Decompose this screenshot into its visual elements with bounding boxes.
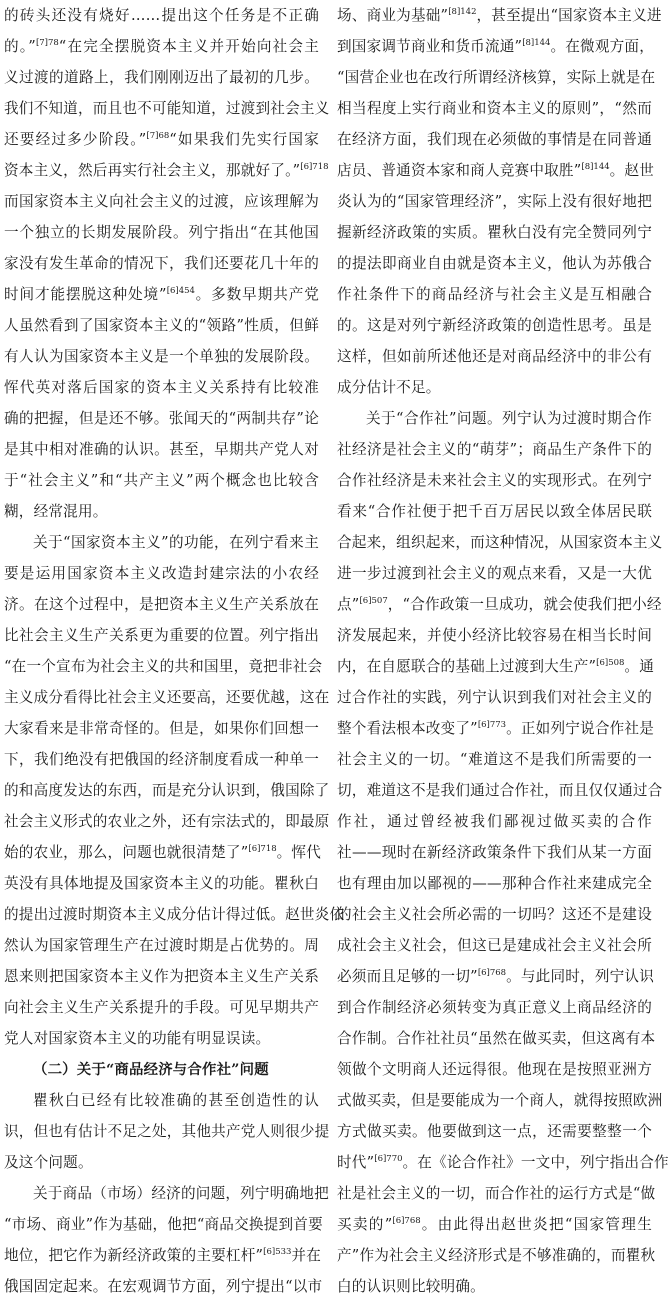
right-column-line <box>337 589 662 620</box>
text-run: 济。在这个过程中，是把资本主义生产关系放在 <box>4 596 319 613</box>
text-run: 俄国固定起来。在宏观调节方面，列宁提出“以市 <box>4 1278 323 1295</box>
left-column-line <box>4 1147 319 1178</box>
left-column-line <box>4 961 319 992</box>
text-run: 瞿秋白已经有比较准确的甚至创造性的认 <box>33 1092 319 1109</box>
right-column-line <box>337 992 652 1023</box>
right-column-line <box>337 775 663 806</box>
text-run: 切，难道这不是我们通过合作社，而且仅仅通过合 <box>337 782 663 799</box>
left-column-line <box>4 1023 319 1054</box>
left-column-line <box>4 186 319 217</box>
right-column-line <box>337 558 652 589</box>
right-column-line <box>337 651 655 682</box>
text-run: 地位，把它作为新经济政策的主要杠杆” <box>4 1247 264 1264</box>
text-run: “国营企业也在改行所谓经济核算，实际上就是在 <box>337 69 656 86</box>
text-run: 有人认为国家资本主义是一个单独的发展阶段。 <box>4 348 319 365</box>
text-run: 。赵世 <box>609 162 655 179</box>
text-run: ，“合作政策一旦成功，就会使我们把小经 <box>387 596 662 613</box>
citation-superscript: [8]144 <box>522 38 551 48</box>
left-column-line <box>4 434 319 465</box>
text-run: 。多数早期共产党 <box>194 286 319 303</box>
text-run: 领做个文明商人还远得很。他现在是按照亚洲方 <box>337 1061 652 1078</box>
left-column-line <box>4 744 319 775</box>
left-column-line <box>4 1271 323 1302</box>
left-column-line <box>4 279 319 310</box>
text-run: “市场、商业”作为基础，他把“商品交换提到首要 <box>4 1216 323 1233</box>
text-run: 合起来，组织起来，而这种情况，从国家资本主义 <box>337 534 663 551</box>
text-run: 还要经过多少阶段。” <box>4 131 147 148</box>
citation-superscript: [6]507 <box>359 596 388 606</box>
text-run: 看来“合作社便于把千百万居民以致全体居民联 <box>337 503 652 520</box>
text-run: 于“社会主义”和“共产主义”两个概念也比较含 <box>4 472 319 489</box>
text-run: 党人对国家资本主义的功能有明显误读。 <box>4 1030 271 1047</box>
right-column-line <box>337 248 652 279</box>
left-column-line <box>4 465 319 496</box>
left-column-line <box>4 496 319 527</box>
text-run: “如果我们先实行国家 <box>169 131 319 148</box>
text-run: 要是运用国家资本主义改造封建宗法的小农经 <box>4 565 319 582</box>
text-run: 合作社经济是未来社会主义的实现形式。在列宁 <box>337 472 652 489</box>
citation-superscript: [6]768 <box>392 1216 421 1226</box>
left-column-line <box>4 775 330 806</box>
right-column-line <box>337 899 652 930</box>
text-run: 买卖的” <box>337 1216 393 1233</box>
right-column-line <box>337 434 652 465</box>
text-run: 下，我们绝没有把俄国的经济制度看成一种单一 <box>4 751 319 768</box>
text-run: 的社会主义社会所必需的一切吗？这还不是建设 <box>337 906 652 923</box>
text-run: 恩来则把国家资本主义作为把资本主义生产关系 <box>4 968 319 985</box>
text-run: 过合作社的实践，列宁认识到我们对社会主义的 <box>337 689 652 706</box>
right-column-line <box>337 496 652 527</box>
citation-superscript: [6]718 <box>300 162 329 172</box>
text-run: 社是社会主义的一切，而合作社的运行方式是“做 <box>337 1185 656 1202</box>
text-run: 并在 <box>291 1247 322 1264</box>
text-run: 确的把握，但是还不够。张闻天的“两制共存”论 <box>4 410 319 427</box>
left-column-line <box>4 1209 323 1240</box>
right-column-line <box>337 620 652 651</box>
text-run: 。由此得出赵世炎把“国家管理生 <box>420 1216 653 1233</box>
text-run: 。在《论合作社》一文中，列宁指出合作 <box>402 1154 669 1171</box>
right-column-line <box>337 744 652 775</box>
text-run: 一个独立的长期发展阶段。列宁指出“在其他国 <box>4 224 319 241</box>
text-run: 义过渡的道路上，我们刚刚迈出了最初的几步。 <box>4 69 319 86</box>
text-run: “在完全摆脱资本主义并开始向社会主 <box>58 38 319 55</box>
left-column-line <box>4 310 319 341</box>
citation-superscript: [6]768 <box>477 968 507 978</box>
text-run: 点” <box>337 596 360 613</box>
left-column-line <box>4 992 319 1023</box>
citation-superscript: [6]508 <box>596 658 625 668</box>
left-column-line <box>4 1116 330 1147</box>
text-run: 社会主义的一切。“难道这不是我们所需要的一 <box>337 751 652 768</box>
text-run: ，甚至提出“国家资本主义进 <box>476 7 662 24</box>
citation-superscript: [8]144 <box>581 162 610 172</box>
text-run: 糊，经常混用。 <box>4 503 108 520</box>
text-run: 家没有发生革命的情况下，我们还要花几十年的 <box>4 255 319 272</box>
left-column-line <box>4 93 330 124</box>
right-column-line <box>337 372 652 403</box>
citation-superscript: [7]68 <box>146 131 170 141</box>
right-column-line <box>337 1116 652 1147</box>
left-column-line <box>4 806 330 837</box>
left-column-line <box>4 558 319 589</box>
text-run: 然认为国家管理生产在过渡时期是占优势的。周 <box>4 937 319 954</box>
text-run: 识，但也有估计不足之处，其他共产党人则很少提 <box>4 1123 330 1140</box>
left-column-line <box>4 0 319 31</box>
text-run: 的和高度发达的东西，而是充分认识到，俄国除了 <box>4 782 330 799</box>
right-column-line <box>337 837 652 868</box>
text-run: 始的农业，那么，问题也就很清楚了” <box>4 844 249 861</box>
text-run: 店员、普通资本家和商人竞赛中取胜” <box>337 162 582 179</box>
left-column-line <box>4 620 319 651</box>
left-column-line <box>4 31 319 62</box>
right-column-line <box>337 217 652 248</box>
text-run: 的提法即商业自由就是资本主义，他认为苏俄合 <box>337 255 652 272</box>
text-run: 在经济方面，我们现在必须做的事情是在同普通 <box>337 131 652 148</box>
text-run: 恽代英对落后国家的资本主义关系持有比较准 <box>4 379 319 396</box>
text-run: 英没有具体地提及国家资本主义的功能。瞿秋白 <box>4 875 319 892</box>
left-column-line <box>4 713 319 744</box>
text-run: 比社会主义生产关系更为重要的位置。列宁指出 <box>4 627 319 644</box>
left-column-line <box>4 837 322 868</box>
text-run: 的提出过渡时期资本主义成分估计得过低。赵世炎依 <box>4 906 345 923</box>
text-run: 方式做买卖。他要做到这一点，还需要整整一个 <box>337 1123 652 1140</box>
text-run: 的砖头还没有烧好……提出这个任务是不正确 <box>4 7 319 24</box>
left-column-line <box>4 1178 329 1209</box>
text-run: 。在微观方面， <box>550 38 655 55</box>
text-run: 关于“国家资本主义”的功能，在列宁看来主 <box>33 534 319 551</box>
left-column-line <box>4 589 319 620</box>
right-column-line <box>337 465 652 496</box>
text-run: 社会主义形式的农业之外，还有宗法式的，即最原 <box>4 813 330 830</box>
left-text-column <box>4 0 345 1302</box>
right-column-line <box>337 93 652 124</box>
text-run: 的。” <box>4 38 36 55</box>
citation-superscript: [6]533 <box>263 1247 292 1257</box>
right-column-line <box>337 1240 656 1271</box>
left-column-line <box>4 124 319 155</box>
text-run: 。与此同时，列宁认识 <box>506 968 655 985</box>
right-column-line <box>337 310 652 341</box>
right-column-line <box>337 930 652 961</box>
citation-superscript: [6]770 <box>374 1154 403 1164</box>
right-column-line <box>337 527 663 558</box>
citation-superscript: [6]454 <box>166 286 195 296</box>
text-run: 必须而且足够的一切” <box>337 968 478 985</box>
right-column-line <box>337 1178 656 1209</box>
left-column-line <box>4 403 319 434</box>
left-column-line <box>4 868 319 899</box>
right-column-line <box>337 713 655 744</box>
left-column-line <box>4 682 330 713</box>
text-run: 相当程度上实行商业和资本主义的原则”，“然而 <box>337 100 652 117</box>
right-column-line <box>337 186 652 217</box>
text-run: 握新经济政策的实质。瞿秋白没有完全赞同列宁 <box>337 224 652 241</box>
text-run: 。恽代 <box>276 844 322 861</box>
text-run: 到国家调节商业和货币流通” <box>337 38 523 55</box>
left-column-line <box>4 1085 319 1116</box>
text-run: （二）关于“商品经济与合作社”问题 <box>33 1061 269 1078</box>
right-column-line <box>337 1147 669 1178</box>
citation-superscript: [8]142 <box>448 7 477 17</box>
text-run: 产”作为社会主义经济形式是不够准确的，而瞿秋 <box>337 1247 656 1264</box>
left-column-line <box>4 248 319 279</box>
text-run: 。通 <box>624 658 655 675</box>
text-run: 大家看来是非常奇怪的。但是，如果你们回想一 <box>4 720 319 737</box>
right-column-line <box>337 1085 663 1116</box>
right-column-line <box>337 124 652 155</box>
text-run: 社经济是社会主义的“萌芽”；商品生产条件下的 <box>337 441 652 458</box>
left-column-line <box>4 1054 319 1085</box>
citation-superscript: [7]78 <box>35 38 59 48</box>
text-run: 时间才能摆脱这种处境” <box>4 286 167 303</box>
text-run: 成社会主义社会，但这已是建成社会主义社会所 <box>337 937 652 954</box>
right-column-line <box>337 62 656 93</box>
text-run: 式做买卖，但是要能成为一个商人，就得按照欧洲 <box>337 1092 663 1109</box>
text-run: 时代” <box>337 1154 375 1171</box>
left-column-line <box>4 62 319 93</box>
text-run: 人虽然看到了国家资本主义的“领路”性质，但鲜 <box>4 317 319 334</box>
right-column-line <box>337 155 655 186</box>
left-column-line <box>4 930 319 961</box>
left-column-line <box>4 899 345 930</box>
text-run: 也有理由加以鄙视的——那种合作社来建成完全 <box>337 875 652 892</box>
text-run: 炎认为的“国家管理经济”，实际上没有很好地把 <box>337 193 652 210</box>
text-run: 成分估计不足。 <box>337 379 441 396</box>
text-run: “在一个宣布为社会主义的共和国里，竟把非社会 <box>4 658 323 675</box>
right-column-line <box>337 961 655 992</box>
left-column-line <box>4 155 329 186</box>
left-column-line <box>4 341 319 372</box>
text-run: 而国家资本主义向社会主义的过渡，应该理解为 <box>4 193 319 210</box>
right-column-line <box>337 1054 652 1085</box>
text-run: 整个看法根本改变了” <box>337 720 478 737</box>
right-column-line <box>337 868 652 899</box>
right-column-line <box>337 403 652 434</box>
text-run: 内，在自愿联合的基础上过渡到大生产” <box>337 658 597 675</box>
text-run: 场、商业为基础” <box>337 7 449 24</box>
right-column-line <box>337 279 652 310</box>
right-text-column <box>337 0 669 1302</box>
right-column-line <box>337 1209 652 1240</box>
left-column-line <box>4 1240 322 1271</box>
text-run: 作社，通过曾经被我们鄙视过做买卖的合作 <box>337 813 652 830</box>
text-run: 资本主义，然后再实行社会主义，那就好了。” <box>4 162 301 179</box>
text-run: 。正如列宁说合作社是 <box>506 720 655 737</box>
text-run: 的。这是对列宁新经济政策的创造性思考。虽是 <box>337 317 652 334</box>
text-run: 到合作制经济必须转变为真正意义上商品经济的 <box>337 999 652 1016</box>
text-run: 我们不知道，而且也不可能知道，过渡到社会主义 <box>4 100 330 117</box>
right-column-line <box>337 341 652 372</box>
left-column-line <box>4 217 319 248</box>
text-run: 社——现时在新经济政策条件下我们从某一方面 <box>337 844 652 861</box>
left-column-line <box>4 651 323 682</box>
text-run: 合作制。合作社社员“虽然在做买卖，但这离有本 <box>337 1030 656 1047</box>
text-run: 这样，但如前所述他还是对商品经济中的非公有 <box>337 348 652 365</box>
right-column-line <box>337 31 655 62</box>
text-run: 白的认识则比较明确。 <box>337 1278 485 1295</box>
right-column-line <box>337 0 662 31</box>
text-run: 作社条件下的商品经济与社会主义是互相融合 <box>337 286 652 303</box>
text-run: 进一步过渡到社会主义的观点来看，又是一大优 <box>337 565 652 582</box>
text-run: 济发展起来，并使小经济比较容易在相当长时间 <box>337 627 652 644</box>
left-column-line <box>4 372 319 403</box>
text-run: 向社会主义生产关系提升的手段。可见早期共产 <box>4 999 319 1016</box>
text-run: 是其中相对准确的认识。甚至，早期共产党人对 <box>4 441 319 458</box>
right-column-line <box>337 1271 652 1302</box>
citation-superscript: [6]773 <box>477 720 507 730</box>
left-column-line <box>4 527 319 558</box>
right-column-line <box>337 806 652 837</box>
text-run: 及这个问题。 <box>4 1154 93 1171</box>
citation-superscript: [6]718 <box>248 844 277 854</box>
text-run: 关于“合作社”问题。列宁认为过渡时期合作 <box>366 410 652 427</box>
right-column-line <box>337 1023 656 1054</box>
right-column-line <box>337 682 652 713</box>
text-run: 主义成分看得比社会主义还要高，还要优越，这在 <box>4 689 330 706</box>
text-run: 关于商品（市场）经济的问题，列宁明确地把 <box>33 1185 329 1202</box>
